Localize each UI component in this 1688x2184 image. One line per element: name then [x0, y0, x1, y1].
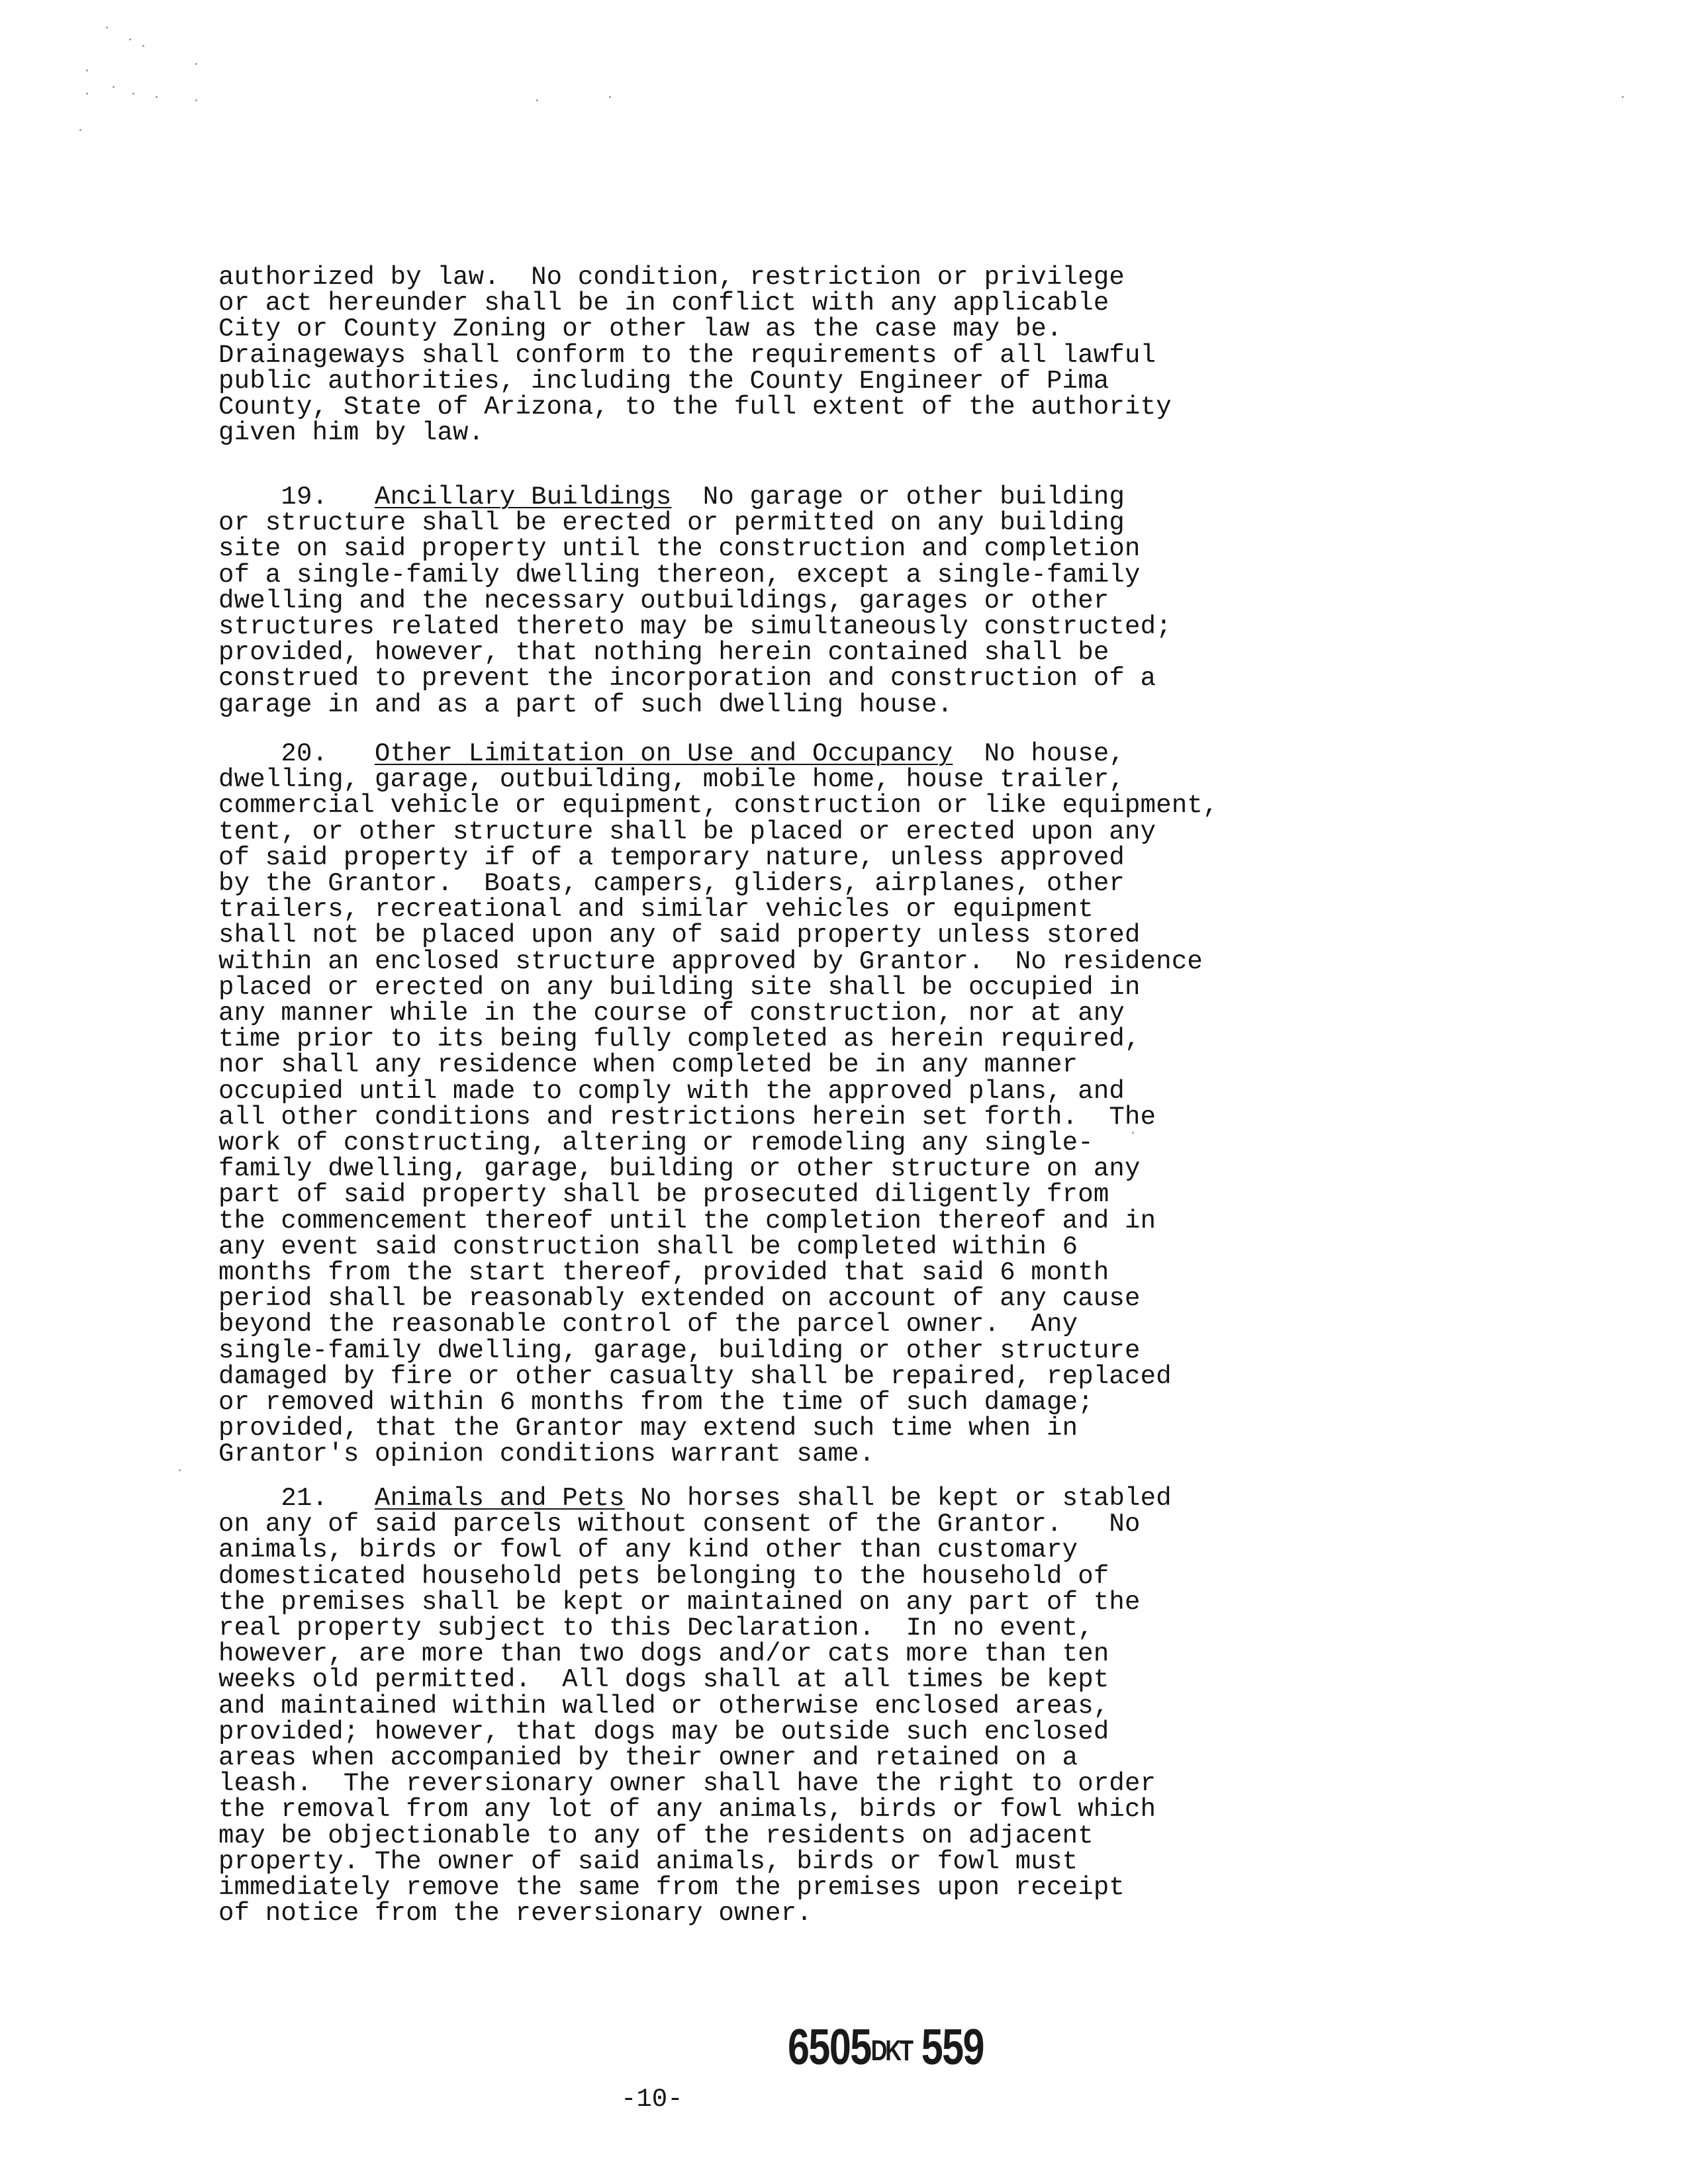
text-line: leash. The reversionary owner shall have the right to order [218, 1769, 1156, 1799]
section-number: 19. [281, 482, 328, 512]
text-line: provided, however, that nothing herein contained shall be [218, 638, 1109, 668]
text-line: provided, that the Grantor may extend such time when in [218, 1414, 1078, 1443]
text-line: property. The owner of said animals, birds or fowl must [218, 1846, 1078, 1876]
text-line: nor shall any residence when completed be in any manner [218, 1050, 1078, 1080]
section-number: 20. [281, 739, 328, 768]
section-first-line: No horses shall be kept or stabled [640, 1484, 1172, 1513]
section-20 [218, 739, 1219, 1469]
text-line: however, are more than two dogs and/or cats more than ten [218, 1639, 1109, 1669]
text-line: of notice from the reversionary owner. [218, 1899, 812, 1929]
text-line: dwelling, garage, outbuilding, mobile home, house trailer, [218, 765, 1125, 795]
text-line: given him by law. [218, 418, 485, 448]
text-line: and maintained within walled or otherwise enclosed areas, [218, 1691, 1109, 1721]
text-line: domesticated household pets belonging to the household of [218, 1561, 1109, 1591]
text-line: areas when accompanied by their owner and retained on a [218, 1743, 1078, 1773]
text-line: on any of said parcels without consent of the Grantor. No [218, 1510, 1141, 1539]
text-line: tent, or other structure shall be placed or erected upon any [218, 817, 1156, 846]
text-line: any event said construction shall be completed within 6 [218, 1232, 1078, 1261]
text-line: the commencement thereof until the completion thereof and in [218, 1206, 1156, 1236]
text-line: part of said property shall be prosecuted diligently from [218, 1180, 1109, 1210]
text-line: within an enclosed structure approved by Grantor. No residence [218, 946, 1203, 976]
text-line: commercial vehicle or equipment, construction or like equipment, [218, 791, 1219, 821]
text-line: structures related thereto may be simultaneously constructed; [218, 612, 1172, 642]
section-19 [218, 484, 1211, 718]
text-line: public authorities, including the County Engineer of Pima [218, 366, 1109, 396]
text-line: the removal from any lot of any animals, birds or fowl which [218, 1795, 1156, 1825]
text-line: shall not be placed upon any of said property unless stored [218, 921, 1141, 950]
text-line: time prior to its being fully completed as herein required, [218, 1024, 1141, 1054]
text-line: or structure shall be erected or permitted on any building [218, 508, 1125, 538]
section-heading-line [218, 484, 1211, 510]
section-heading-line [218, 741, 1211, 767]
text-line: construed to prevent the incorporation and construction of a [218, 664, 1156, 694]
text-line: animals, birds or fowl of any kind other than customary [218, 1535, 1078, 1565]
text-line: real property subject to this Declaration. In no event, [218, 1614, 1094, 1643]
text-line: City or County Zoning or other law as the case may be. [218, 314, 1062, 344]
text-line: or removed within 6 months from the time of such damage; [218, 1388, 1094, 1418]
text-line: placed or erected on any building site shall be occupied in [218, 972, 1141, 1002]
text-line: by the Grantor. Boats, campers, gliders, airplanes, other [218, 869, 1125, 899]
section-first-line: No garage or other building [702, 482, 1125, 512]
text-line: garage in and as a part of such dwelling house. [218, 690, 953, 719]
section-heading: Ancillary Buildings [375, 482, 672, 512]
text-line: work of constructing, altering or remodeling any single- [218, 1128, 1094, 1158]
text-line: Grantor's opinion conditions warrant same. [218, 1439, 875, 1469]
recording-mark: DKT [870, 2034, 912, 2067]
section-heading-line [218, 1486, 1211, 1512]
text-line: of a single-family dwelling thereon, except a single-family [218, 560, 1141, 590]
text-line: family dwelling, garage, building or other structure on any [218, 1154, 1141, 1184]
recording-stamp [788, 2019, 984, 2076]
text-line: authorized by law. No condition, restriction or privilege [218, 263, 1125, 292]
text-line: all other conditions and restrictions herein set forth. The [218, 1102, 1156, 1132]
section-first-line: No house, [984, 739, 1125, 768]
text-line: months from the start thereof, provided that said 6 month [218, 1258, 1109, 1288]
text-line: or act hereunder shall be in conflict with any applicable [218, 289, 1109, 318]
text-line: occupied until made to comply with the approved plans, and [218, 1076, 1125, 1106]
text-line: may be objectionable to any of the residents on adjacent [218, 1821, 1094, 1850]
section-heading: Animals and Pets [375, 1484, 625, 1513]
page-number: -10- [621, 2085, 683, 2114]
text-line: County, State of Arizona, to the full extent of the authority [218, 392, 1172, 422]
section-heading: Other Limitation on Use and Occupancy [375, 739, 953, 768]
recording-page: 559 [921, 2019, 984, 2075]
text-line: any manner while in the course of construction, nor at any [218, 999, 1125, 1028]
text-line: damaged by fire or other casualty shall be repaired, replaced [218, 1361, 1172, 1391]
section-number: 21. [281, 1484, 328, 1513]
text-line: Drainageways shall conform to the requirements of all lawful [218, 340, 1156, 370]
text-line: weeks old permitted. All dogs shall at all times be kept [218, 1665, 1109, 1695]
text-line: of said property if of a temporary nature, unless approved [218, 842, 1125, 872]
text-line: immediately remove the same from the premises upon receipt [218, 1873, 1125, 1903]
text-line: dwelling and the necessary outbuildings, garages or other [218, 586, 1109, 615]
intro-paragraph [218, 265, 1211, 446]
text-line: site on said property until the construction and completion [218, 534, 1141, 564]
section-21 [218, 1486, 1211, 1927]
text-line: trailers, recreational and similar vehicles or equipment [218, 895, 1094, 925]
text-line: the premises shall be kept or maintained on any part of the [218, 1587, 1141, 1617]
text-line: single-family dwelling, garage, building or other structure [218, 1336, 1141, 1365]
text-line: beyond the reasonable control of the parcel owner. Any [218, 1310, 1078, 1340]
recording-docket: 6505 [788, 2019, 871, 2075]
text-line: period shall be reasonably extended on account of any cause [218, 1284, 1141, 1314]
text-line: provided; however, that dogs may be outside such enclosed [218, 1717, 1109, 1747]
